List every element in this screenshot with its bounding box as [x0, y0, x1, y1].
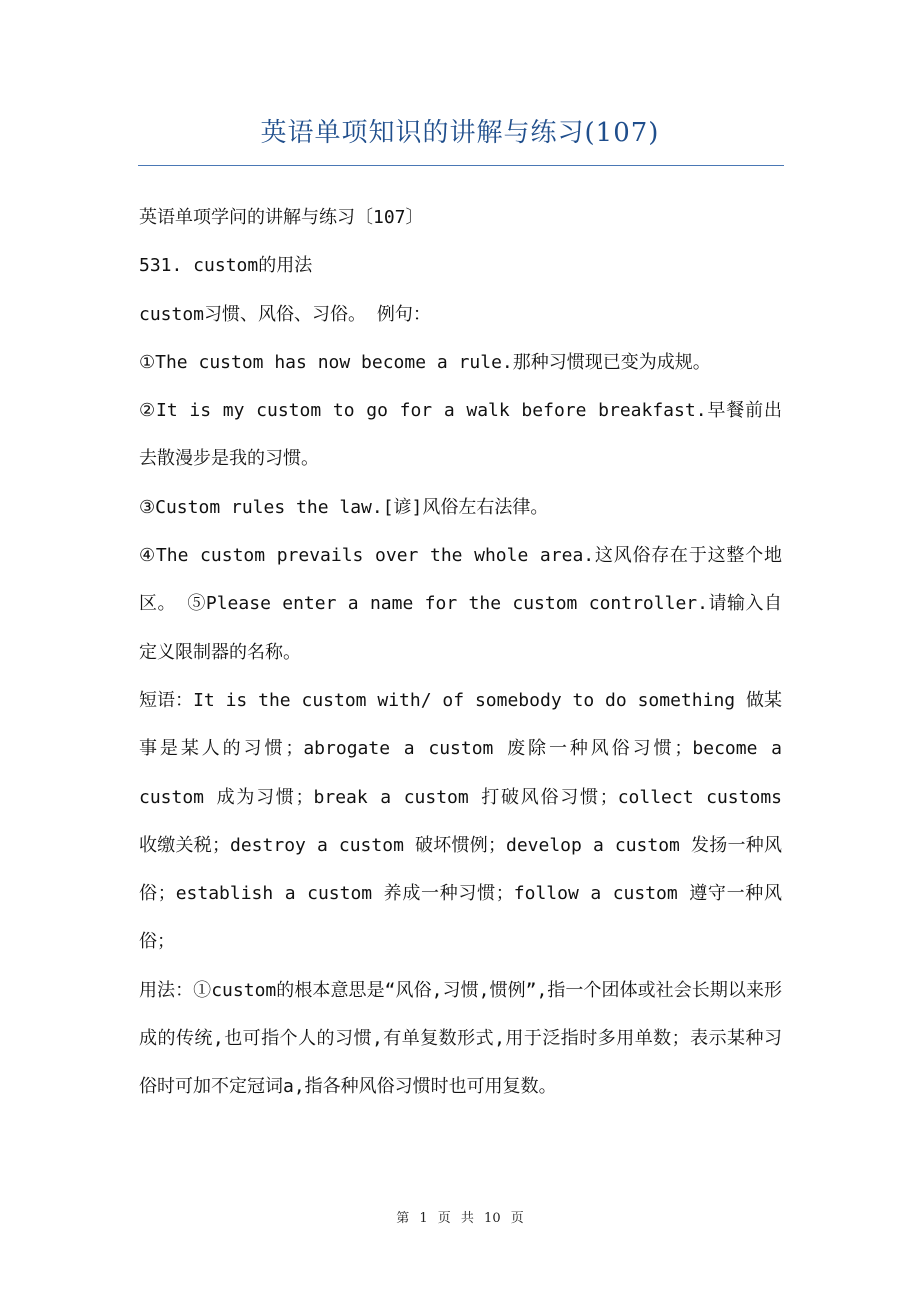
- subtitle-paragraph: 英语单项学问的讲解与练习〔107〕: [139, 207, 424, 228]
- phrases-paragraph: 短语：It is the custom with/ of somebody to do something 做某事是某人的习惯；abrogate a custom 废除一种风俗习惯；become a custom 成为习惯；break a custom 打破风俗习惯；collect customs 收缴关税；destroy a custom 破坏惯例；develop a custom 发扬一种风俗；establish a custom 养成一种习惯；follow a custom 遵守一种风俗；: [139, 689, 782, 953]
- example-sentence-3: ③Custom rules the law.[谚]风俗左右法律。: [139, 496, 549, 518]
- definition-paragraph: custom习惯、风俗、习俗。 例句：: [139, 303, 431, 325]
- page-footer: 第 1 页 共 10 页: [396, 1211, 524, 1226]
- document-body: [139, 194, 782, 1112]
- page-title: 英语单项知识的讲解与练习(107): [260, 118, 660, 148]
- section-heading: 531. custom的用法: [139, 255, 313, 277]
- title-divider: [138, 165, 784, 166]
- example-sentence-4-5: ④The custom prevails over the whole area.这风俗存在于这整个地区。 ⑤Please enter a name for the custom controller.请输入自定义限制器的名称。: [139, 545, 782, 663]
- example-sentence-2: ②It is my custom to go for a walk before breakfast.早餐前出去散漫步是我的习惯。: [139, 400, 782, 470]
- usage-paragraph: 用法：①custom的根本意思是“风俗,习惯,惯例”,指一个团体或社会长期以来形成的传统,也可指个人的习惯,有单复数形式,用于泛指时多用单数；表示某种习俗时可加不定冠词a,指各种风俗习惯时也可用复数。: [139, 979, 782, 1098]
- example-sentence-1: ①The custom has now become a rule.那种习惯现已变为成规。: [139, 351, 711, 373]
